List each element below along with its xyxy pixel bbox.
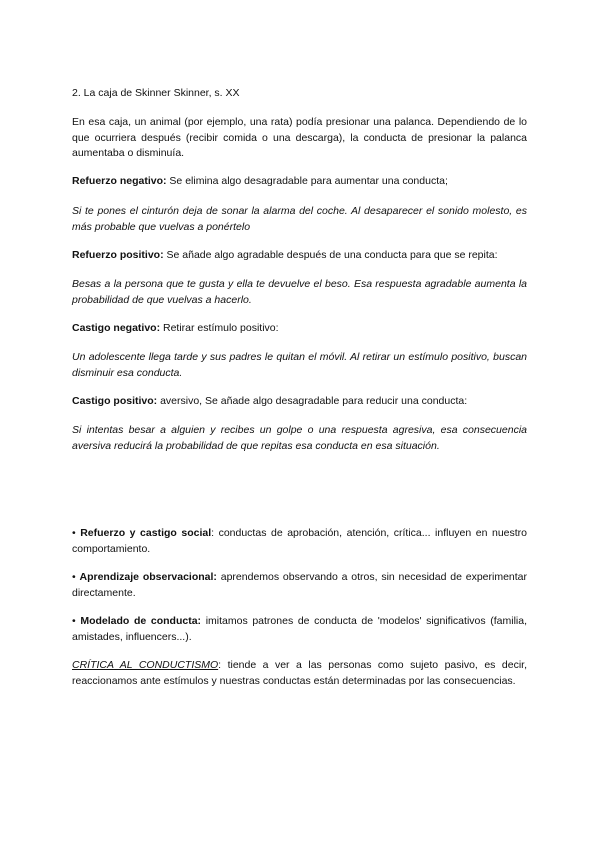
definition-text: Se elimina algo desagradable para aumentar una conducta; bbox=[166, 175, 448, 187]
section-heading: 2. La caja de Skinner Skinner, s. XX bbox=[72, 87, 240, 99]
bullet-marker: • bbox=[72, 571, 80, 583]
definition-text: Se añade algo agradable después de una conducta para que se repita: bbox=[163, 249, 498, 261]
term-label: Refuerzo negativo: bbox=[72, 175, 167, 187]
bullet-item bbox=[72, 570, 527, 601]
term-label: Castigo negativo: bbox=[72, 322, 161, 334]
castigo-negativo-definition bbox=[72, 321, 527, 337]
refuerzo-negativo-example: Si te pones el cinturón deja de sonar la alarma del coche. Al desaparecer el sonido molesto, es más probable que vuelvas a ponértelo bbox=[72, 205, 527, 233]
critique-paragraph bbox=[72, 658, 527, 689]
bullet-term: Refuerzo y castigo social bbox=[80, 527, 212, 539]
refuerzo-negativo-definition bbox=[72, 174, 527, 190]
bullet-marker: • bbox=[72, 527, 81, 539]
critique-lead: CRÍTICA AL CONDUCTISMO bbox=[72, 659, 219, 671]
castigo-positivo-example: Si intentas besar a alguien y recibes un golpe o una respuesta agresiva, esa consecuencia aversiva reducirá la probabilidad de que repitas esa conducta en esa situación. bbox=[72, 424, 527, 452]
bullet-item bbox=[72, 614, 527, 645]
term-label: Castigo positivo: bbox=[72, 395, 158, 407]
definition-text: Retirar estímulo positivo: bbox=[160, 322, 279, 334]
bullet-term: Modelado de conducta: bbox=[80, 615, 202, 627]
castigo-positivo-definition bbox=[72, 394, 527, 410]
bullet-item bbox=[72, 526, 527, 557]
bullet-text: aprendemos observando a otros, sin necesidad de experimentar directamente. bbox=[72, 571, 528, 599]
term-label: Refuerzo positivo: bbox=[72, 249, 164, 261]
bullet-text: : conductas de aprobación, atención, crítica... influyen en nuestro comportamiento. bbox=[72, 527, 528, 555]
refuerzo-positivo-example: Besas a la persona que te gusta y ella te devuelve el beso. Esa respuesta agradable aumenta la probabilidad de que vuelvas a hacerlo. bbox=[72, 278, 527, 306]
critique-text: : tiende a ver a las personas como sujeto pasivo, es decir, reaccionamos ante estímulos y nuestras conductas están determinadas por las consecuencias. bbox=[72, 659, 527, 687]
bullet-marker: • bbox=[72, 615, 81, 627]
castigo-negativo-example: Un adolescente llega tarde y sus padres le quitan el móvil. Al retirar un estímulo positivo, buscan disminuir esa conducta. bbox=[72, 351, 527, 379]
bullet-text: imitamos patrones de conducta de 'modelos' significativos (familia, amistades, influencers...). bbox=[72, 615, 528, 643]
intro-paragraph: En esa caja, un animal (por ejemplo, una rata) podía presionar una palanca. Dependiendo de lo que ocurriera después (recibir comida o una descarga), la conducta de presionar la palanca aumentaba o disminuía. bbox=[72, 116, 527, 159]
definition-text: aversivo, Se añade algo desagradable para reducir una conducta: bbox=[157, 395, 468, 407]
bullet-term: Aprendizaje observacional: bbox=[79, 571, 217, 583]
refuerzo-positivo-definition bbox=[72, 248, 527, 264]
